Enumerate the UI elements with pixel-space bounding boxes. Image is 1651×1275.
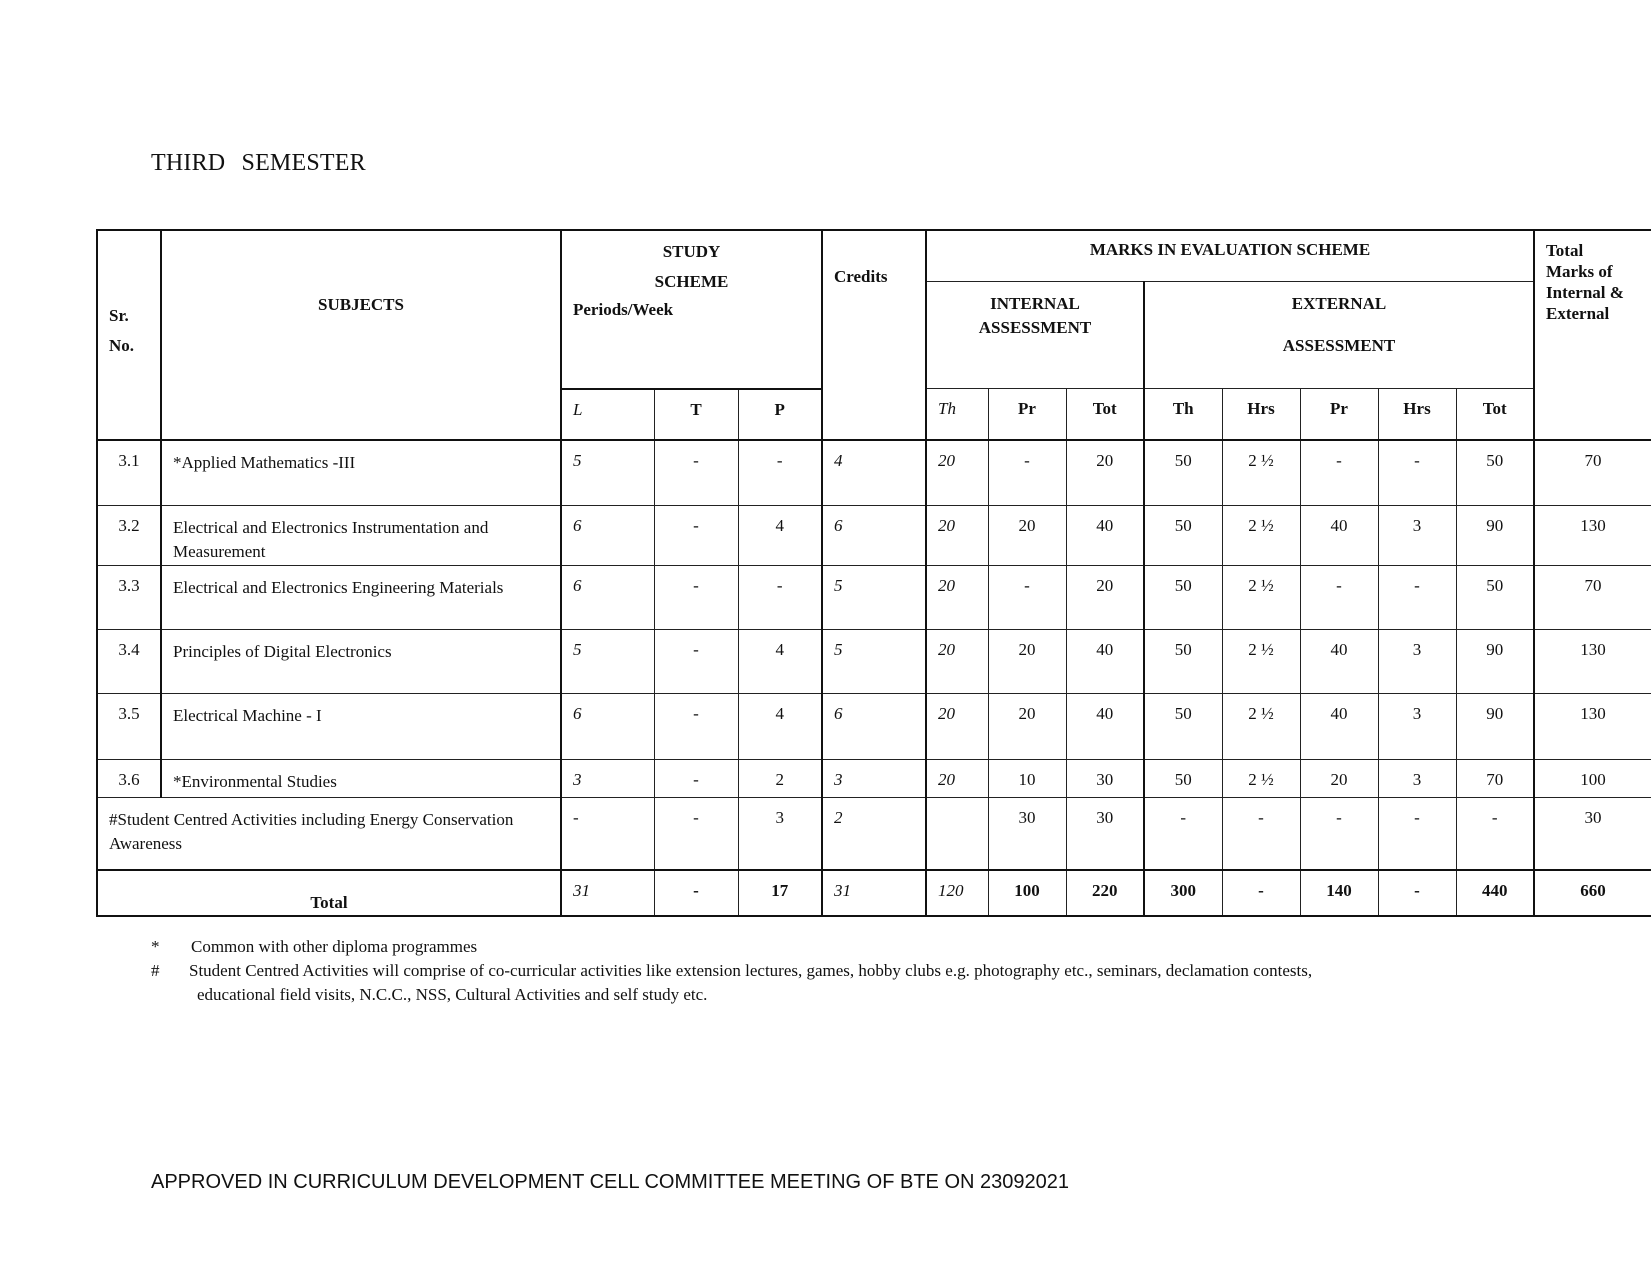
cell-total: 70 — [1534, 566, 1651, 630]
footnote-common — [151, 935, 1312, 959]
cell-L: 6 — [561, 506, 654, 566]
cell-subject: *Environmental Studies — [161, 760, 561, 798]
cell-int-tot: 30 — [1066, 798, 1144, 870]
header-periods-week: Periods/Week — [573, 300, 674, 319]
cell-credits: 3 — [822, 760, 926, 798]
cell-total: 130 — [1534, 630, 1651, 694]
cell-ext-pr: - — [1300, 440, 1378, 506]
cell-ext-tot: 50 — [1456, 566, 1534, 630]
cell-T: - — [654, 694, 738, 760]
cell-hrs1: - — [1222, 870, 1300, 916]
cell-P: 4 — [738, 506, 822, 566]
cell-sr-no: 3.3 — [97, 566, 161, 630]
cell-subject: *Applied Mathematics -III — [161, 440, 561, 506]
table-row — [97, 760, 1651, 798]
cell-hrs1: - — [1222, 798, 1300, 870]
footnote-activities — [151, 959, 1312, 983]
cell-int-th — [926, 798, 988, 870]
cell-P: - — [738, 440, 822, 506]
table-row — [97, 630, 1651, 694]
cell-T: - — [654, 760, 738, 798]
cell-int-tot: 20 — [1066, 566, 1144, 630]
cell-P: 17 — [738, 870, 822, 916]
page-title: THIRD SEMESTER — [151, 150, 366, 176]
footnote-continuation: educational field visits, N.C.C., NSS, Cultural Activities and self study etc. — [197, 985, 708, 1004]
cell-int-th: 20 — [926, 694, 988, 760]
cell-sr-no: 3.2 — [97, 506, 161, 566]
header-p: P — [738, 389, 822, 440]
cell-hrs2: 3 — [1378, 760, 1456, 798]
cell-int-th: 20 — [926, 506, 988, 566]
cell-int-tot: 40 — [1066, 694, 1144, 760]
cell-ext-pr: 40 — [1300, 506, 1378, 566]
cell-subject: Electrical and Electronics Instrumentation and Measurement — [161, 506, 561, 566]
cell-sr-no: 3.5 — [97, 694, 161, 760]
cell-ext-pr: 140 — [1300, 870, 1378, 916]
cell-T: - — [654, 798, 738, 870]
header-ext-tot: Tot — [1456, 389, 1534, 440]
cell-sr-no: 3.6 — [97, 760, 161, 798]
cell-ext-tot: 50 — [1456, 440, 1534, 506]
cell-total: 70 — [1534, 440, 1651, 506]
header-subjects: SUBJECTS — [161, 230, 561, 440]
cell-hrs1: 2 ½ — [1222, 760, 1300, 798]
cell-ext-pr: - — [1300, 566, 1378, 630]
cell-hrs1: 2 ½ — [1222, 440, 1300, 506]
cell-int-th: 120 — [926, 870, 988, 916]
cell-int-tot: 220 — [1066, 870, 1144, 916]
cell-ext-tot: - — [1456, 798, 1534, 870]
cell-L: 5 — [561, 630, 654, 694]
cell-int-pr: 100 — [988, 870, 1066, 916]
table-row — [97, 440, 1651, 506]
cell-T: - — [654, 870, 738, 916]
cell-ext-th: 300 — [1144, 870, 1222, 916]
cell-L: 6 — [561, 566, 654, 630]
cell-P: - — [738, 566, 822, 630]
cell-credits: 6 — [822, 506, 926, 566]
cell-int-tot: 20 — [1066, 440, 1144, 506]
cell-sr-no: 3.1 — [97, 440, 161, 506]
cell-int-tot: 40 — [1066, 630, 1144, 694]
cell-int-pr: 20 — [988, 694, 1066, 760]
cell-ext-th: 50 — [1144, 630, 1222, 694]
cell-int-pr: 20 — [988, 506, 1066, 566]
cell-ext-th: 50 — [1144, 760, 1222, 798]
cell-sr-no: 3.4 — [97, 630, 161, 694]
cell-L: 5 — [561, 440, 654, 506]
cell-ext-th: 50 — [1144, 506, 1222, 566]
header-l: L — [561, 389, 654, 440]
cell-ext-tot: 90 — [1456, 694, 1534, 760]
cell-credits: 4 — [822, 440, 926, 506]
cell-subject: Electrical Machine - I — [161, 694, 561, 760]
cell-subject: #Student Centred Activities including Energy Conservation Awareness — [97, 798, 561, 870]
cell-total: 130 — [1534, 694, 1651, 760]
cell-hrs2: - — [1378, 870, 1456, 916]
footnote-symbol: * — [151, 937, 160, 956]
cell-ext-tot: 90 — [1456, 630, 1534, 694]
cell-int-th: 20 — [926, 760, 988, 798]
cell-credits: 2 — [822, 798, 926, 870]
cell-T: - — [654, 566, 738, 630]
cell-ext-th: 50 — [1144, 440, 1222, 506]
cell-P: 3 — [738, 798, 822, 870]
approval-footer: APPROVED IN CURRICULUM DEVELOPMENT CELL COMMITTEE MEETING OF BTE ON 23092021 — [151, 1171, 1069, 1193]
cell-ext-th: - — [1144, 798, 1222, 870]
cell-L: 31 — [561, 870, 654, 916]
cell-ext-pr: 20 — [1300, 760, 1378, 798]
cell-credits: 6 — [822, 694, 926, 760]
cell-total: 130 — [1534, 506, 1651, 566]
cell-hrs1: 2 ½ — [1222, 506, 1300, 566]
cell-total: 660 — [1534, 870, 1651, 916]
cell-ext-pr: - — [1300, 798, 1378, 870]
cell-int-pr: 20 — [988, 630, 1066, 694]
cell-hrs2: 3 — [1378, 630, 1456, 694]
cell-T: - — [654, 506, 738, 566]
header-sr-no: Sr. No. — [97, 230, 161, 440]
header-ext-pr: Pr — [1300, 389, 1378, 440]
footnote-text: Student Centred Activities will comprise of co-curricular activities like extension lectures, games, hobby clubs e.g. photography etc., seminars, declamation contests, — [189, 961, 1313, 980]
cell-ext-pr: 40 — [1300, 630, 1378, 694]
cell-subject: Principles of Digital Electronics — [161, 630, 561, 694]
header-ext-hrs-2: Hrs — [1378, 389, 1456, 440]
cell-ext-pr: 40 — [1300, 694, 1378, 760]
table-row — [97, 566, 1651, 630]
cell-L: 6 — [561, 694, 654, 760]
cell-hrs1: 2 ½ — [1222, 630, 1300, 694]
header-internal-assessment: INTERNAL ASSESSMENT — [926, 282, 1144, 389]
cell-int-pr: - — [988, 440, 1066, 506]
cell-int-pr: 10 — [988, 760, 1066, 798]
header-int-tot: Tot — [1066, 389, 1144, 440]
header-study-scheme: STUDY SCHEME Periods/Week — [561, 230, 822, 389]
header-int-pr: Pr — [988, 389, 1066, 440]
cell-total-label: Total — [97, 870, 561, 916]
cell-L: 3 — [561, 760, 654, 798]
table-row — [97, 694, 1651, 760]
cell-ext-tot: 70 — [1456, 760, 1534, 798]
cell-hrs2: - — [1378, 798, 1456, 870]
cell-total: 100 — [1534, 760, 1651, 798]
cell-int-pr: 30 — [988, 798, 1066, 870]
header-credits: Credits — [822, 230, 926, 440]
cell-int-tot: 40 — [1066, 506, 1144, 566]
footnote-text: Common with other diploma programmes — [191, 937, 478, 956]
footnote-symbol: # — [151, 961, 160, 980]
cell-hrs2: 3 — [1378, 506, 1456, 566]
table-row-activities — [97, 798, 1651, 870]
cell-hrs1: 2 ½ — [1222, 566, 1300, 630]
cell-hrs2: - — [1378, 566, 1456, 630]
header-total-marks: Total Marks of Internal & External — [1534, 230, 1651, 440]
cell-int-tot: 30 — [1066, 760, 1144, 798]
cell-int-th: 20 — [926, 440, 988, 506]
cell-ext-tot: 440 — [1456, 870, 1534, 916]
header-ext-th: Th — [1144, 389, 1222, 440]
cell-int-th: 20 — [926, 630, 988, 694]
cell-int-th: 20 — [926, 566, 988, 630]
table-row-total — [97, 870, 1651, 916]
cell-T: - — [654, 440, 738, 506]
table-row — [97, 506, 1651, 566]
cell-ext-tot: 90 — [1456, 506, 1534, 566]
footnotes — [151, 935, 1312, 1007]
header-t: T — [654, 389, 738, 440]
cell-credits: 5 — [822, 630, 926, 694]
cell-hrs2: 3 — [1378, 694, 1456, 760]
header-ext-hrs: Hrs — [1222, 389, 1300, 440]
cell-ext-th: 50 — [1144, 566, 1222, 630]
cell-L: - — [561, 798, 654, 870]
cell-T: - — [654, 630, 738, 694]
cell-hrs2: - — [1378, 440, 1456, 506]
study-evaluation-scheme-table — [96, 229, 1651, 917]
cell-credits: 31 — [822, 870, 926, 916]
cell-credits: 5 — [822, 566, 926, 630]
cell-P: 2 — [738, 760, 822, 798]
header-int-th: Th — [926, 389, 988, 440]
header-marks-evaluation: MARKS IN EVALUATION SCHEME — [926, 230, 1534, 282]
cell-P: 4 — [738, 630, 822, 694]
cell-P: 4 — [738, 694, 822, 760]
header-external-assessment: EXTERNAL ASSESSMENT — [1144, 282, 1534, 389]
cell-int-pr: - — [988, 566, 1066, 630]
cell-subject: Electrical and Electronics Engineering Materials — [161, 566, 561, 630]
cell-total: 30 — [1534, 798, 1651, 870]
cell-ext-th: 50 — [1144, 694, 1222, 760]
cell-hrs1: 2 ½ — [1222, 694, 1300, 760]
